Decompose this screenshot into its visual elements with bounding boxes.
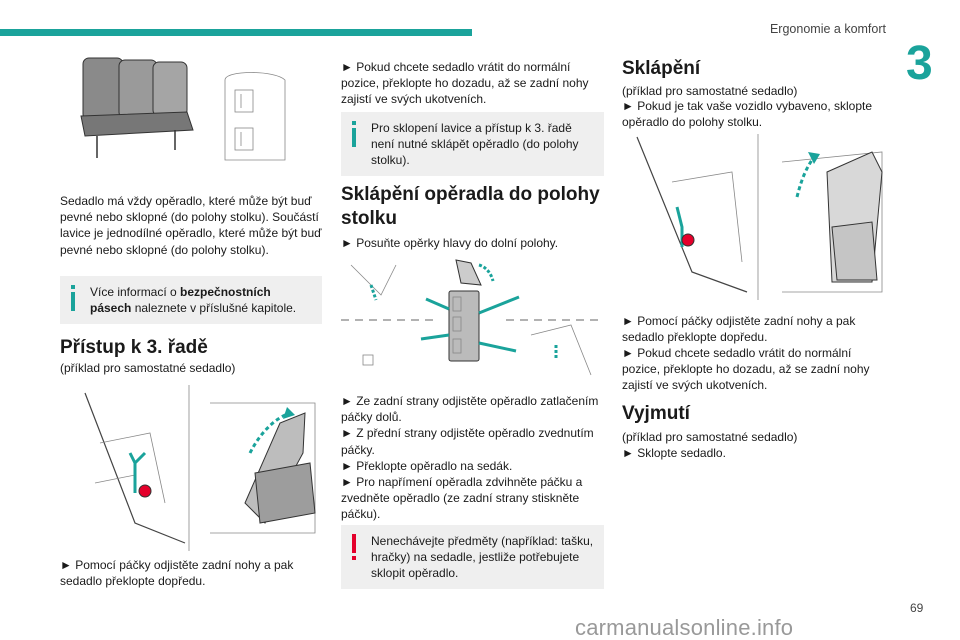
seat-illustration-lever	[75, 383, 320, 553]
step-lever-text: ► Pomocí páčky odjistěte zadní nohy a pak sedadlo překlopte dopředu.	[60, 558, 294, 589]
backrest-step-4: ► Pro napřímení opěradla zdvihněte páčku a zvedněte opěradlo (ze zadní strany stiskněte páčku).	[341, 475, 583, 522]
chapter-number: 3	[906, 37, 933, 90]
warning-icon	[349, 534, 359, 560]
backrest-step-2: ► Z přední strany odjistěte opěradlo zvednutím páčky.	[341, 426, 594, 457]
warning-box-objects	[341, 525, 604, 589]
heading-folding: Sklápění	[622, 58, 701, 79]
heading-table-position: Sklápění opěradla do polohy stolku	[341, 184, 600, 229]
heading-access-row3: Přístup k 3. řadě	[60, 337, 208, 358]
return-position-text: ► Pokud chcete sedadlo vrátit do normální pozice, překlopte ho dozadu, až se zadní nohy zajistí ve svých ukotveních.	[341, 60, 589, 107]
example-note: (příklad pro samostatné sedadlo)	[60, 361, 236, 375]
seat-illustration-bench	[75, 50, 310, 165]
fold-seat-text: ► Sklopte sedadlo.	[622, 446, 726, 460]
info-text-bold: bezpečnostních pásech	[90, 285, 271, 315]
info-text-post: naleznete v příslušné kapitole.	[131, 301, 297, 315]
table-position-text: ► Pokud je tak vaše vozidlo vybaveno, sklopte opěradlo do polohy stolku.	[622, 99, 873, 130]
lever-tip-text: ► Pomocí páčky odjistěte zadní nohy a pak sedadlo překlopte dopředu.	[622, 314, 856, 345]
example-note-folding: (příklad pro samostatné sedadlo)	[622, 84, 798, 98]
backrest-step-1: ► Ze zadní strany odjistěte opěradlo zatlačením páčky dolů.	[341, 394, 599, 425]
info-icon	[68, 285, 78, 311]
backrest-step-3: ► Překlopte opěradlo na sedák.	[341, 458, 513, 473]
warning-text: Nenechávejte předměty (například: tašku, hračky) na sedadle, jestliže potřebujete sklopit opěradlo.	[371, 534, 594, 580]
header-accent-bar	[0, 29, 472, 36]
section-title: Ergonomie a komfort	[769, 22, 886, 36]
return-position-text-2: ► Pokud chcete sedadlo vrátit do normální pozice, překlopte ho dozadu, až se zadní nohy zajistí ve svých ukotveních.	[622, 346, 870, 393]
info-folding-text: Pro sklopení lavice a přístup k 3. řadě není nutné sklápět opěradlo (do polohy stolku).	[371, 121, 579, 167]
info-box-seatbelts	[60, 276, 322, 324]
example-note-removal: (příklad pro samostatné sedadlo)	[622, 430, 798, 444]
info-icon	[349, 121, 359, 147]
heading-removal: Vyjmutí	[622, 403, 690, 424]
seat-illustration-backrest	[341, 255, 604, 390]
info-text-pre: Více informací o	[90, 285, 181, 299]
page-number: 69	[910, 601, 924, 615]
headrest-text: ► Posuňte opěrky hlavy do dolní polohy.	[341, 236, 559, 250]
intro-text: Sedadlo má vždy opěradlo, které může být buď pevné nebo sklopné (do polohy stolku). Součástí lavice je jednodílné opěradlo, které může být buď pevné nebo sklopné (do polohy stolku).	[60, 194, 322, 257]
watermark: carmanualsonline.info	[575, 615, 794, 640]
seat-illustration-tipping	[632, 132, 885, 302]
backrest-steps-list	[341, 393, 604, 523]
info-box-folding	[341, 112, 604, 176]
